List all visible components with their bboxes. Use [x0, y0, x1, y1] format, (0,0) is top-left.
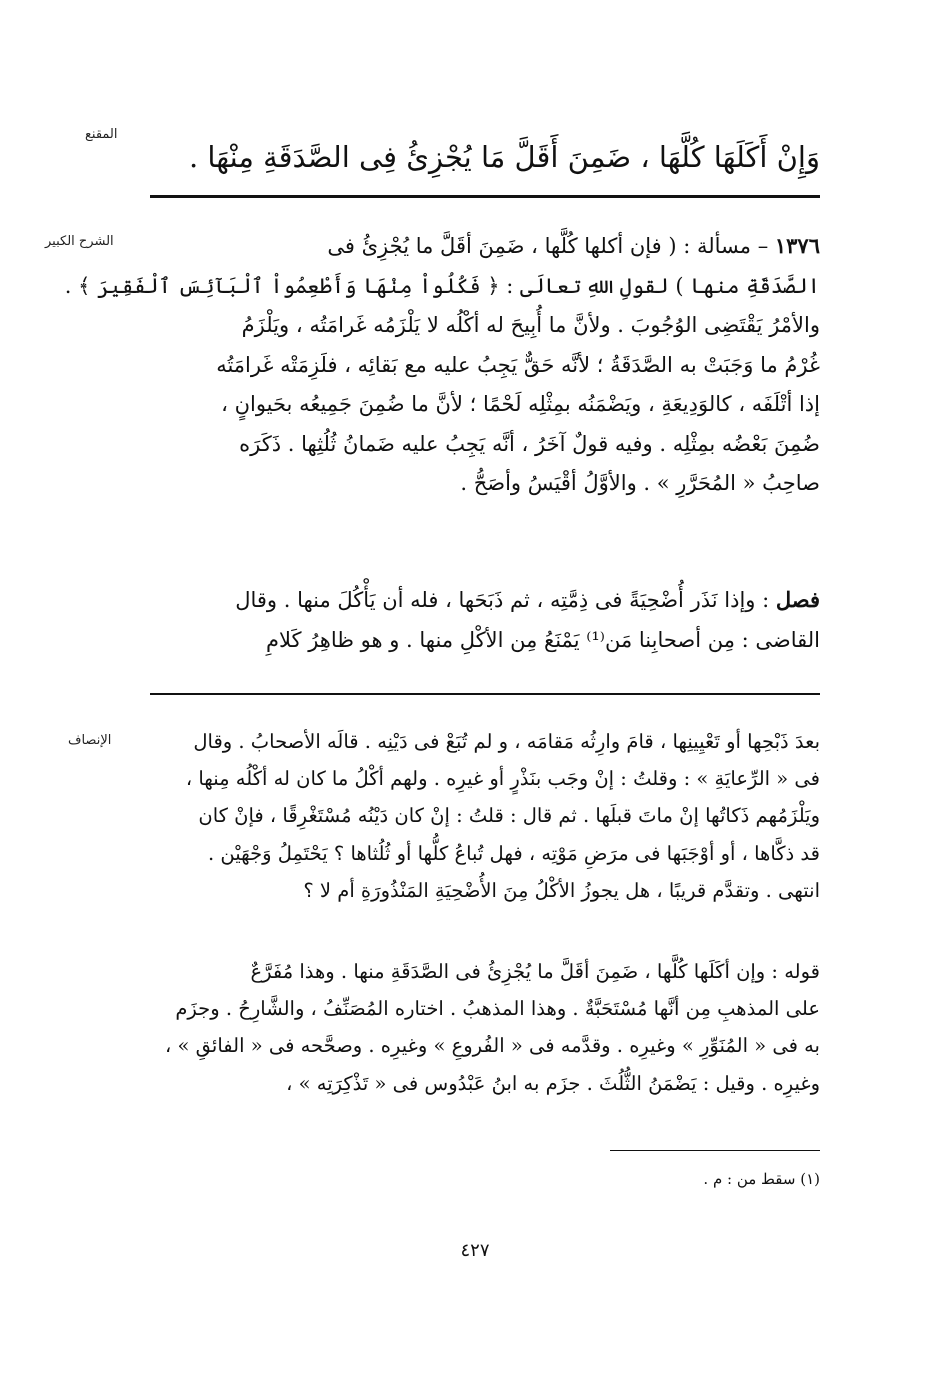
- muqni-text: [150, 135, 820, 179]
- sharh-first-line: [150, 226, 820, 267]
- insaf-line: فى « الرِّعايَةِ » : وقلتُ : إنْ وجَب بنَذْرٍ أو غيرِه . ولهم أكْلُ ما كان له أكْلُه مِنها ،: [185, 767, 820, 791]
- insaf-line: بعدَ ذَبْحِها أو تَعْيِينِها ، قامَ وارِثُه مَقامَه ، و لم تُبَعْ فى دَيْنِه . قالَه الأصحابُ . وقال: [193, 730, 820, 753]
- page-number: ٤٢٧: [460, 1240, 490, 1261]
- insaf-para-2: [150, 953, 820, 1102]
- sharh-line: صاحِبُ « المُحَرَّرِ » . والأوَّلُ أقْيَسُ وأصَحُّ .: [460, 471, 820, 495]
- footnote: [150, 1168, 820, 1190]
- insaf-para-1: [150, 723, 820, 909]
- fasl-heading: فصل: [775, 587, 820, 612]
- footnote-divider: [610, 1150, 820, 1151]
- issue-number: ١٣٧٦: [774, 233, 820, 258]
- sharh-first-line-text: – مسألة : ( فإن أكلها كُلَّها ، ضَمِنَ أقَلَّ ما يُجْزِئُ فى: [327, 234, 775, 258]
- sharh-line: الصَّدَقَةِ منها ) لقولِ اللهِ تعالَى : ﴿ فَكُلُواْ مِنْهَا وَأَطْعِمُواْ ٱلْبَآئِسَ ٱلْفَقِيرَ ﴾ .: [64, 273, 820, 298]
- insaf-line: انتهى . وتقدَّم قريبًا ، هل يجوزُ الأكْلُ مِنَ الأُضْحِيَةِ المَنْذُورَةِ أم لا ؟: [303, 878, 820, 902]
- sharh-line: ضُمِنَ بَعْضُه بمِثْلِه . وفيه قولٌ آخَرُ ، أنَّه يَجِبُ عليه ضَمانُ ثُلُثِها . ذَكَرَه: [239, 431, 820, 456]
- label-muqni: المقنع: [85, 127, 118, 142]
- insaf-line: ويَلْزَمُهم ذَكاتُها إنْ ماتَ قبلَها . ثم قال : قلتُ : إنْ كان دَيْنُه مُسْتَغْرِقًا ، فإنْ كان: [198, 804, 820, 828]
- insaf-line: قد ذكَّاها ، أو أوْجَبَها فى مرَضِ مَوْتِه ، فهل تُباعُ كلُّها أو ثُلُثاها ؟ يَحْتَمِلُ وَجْهَيْن .: [207, 841, 820, 865]
- sharh-line: غُرْمُ ما وَجَبَتْ به الصَّدَقَةُ ؛ لأنَّه حَقٌّ يَجِبُ عليه مع بَقائِه ، فلَزِمَتْه غَرامَتُه: [216, 352, 820, 377]
- top-divider: [150, 195, 820, 198]
- sharh-line: والأمْرُ يَقْتَضِى الوُجُوبَ . ولأنَّ ما أُبِيحَ له أكْلُه لا يَلْزَمُه غَرامَتُه ، ويَلْزَمُ: [241, 313, 820, 337]
- fasl-text: [150, 580, 820, 660]
- label-sharh: الشرح الكبير: [45, 234, 114, 249]
- fasl-line: القاضى : مِن أصحابِنا مَن⁽¹⁾ يَمْنَعُ مِن الأكْلِ منها . و هو ظاهِرُ كَلامِ: [265, 627, 820, 652]
- insaf-line: على المذهبِ مِن أنَّها مُسْتَحَبَّةٌ . وهذا المذهبُ . اختاره المُصَنِّفُ ، والشَّارِحُ . وجزَم: [175, 997, 820, 1021]
- insaf-line: وغيرِه . وقيل : يَضْمَنُ الثُّلُثَ . جزَم به ابنُ عَبْدُوس فى « تَذْكِرَتِه » ،: [286, 1071, 820, 1095]
- sharh-line: إذا أتْلَفَه ، كالوَدِيعَةِ ، ويَضْمَنُه بمِثْلِه لَحْمًا ؛ لأنَّ ما ضُمِنَ جَمِيعُه بحَيوانٍ ،: [221, 392, 820, 416]
- footnote-line: (١) سقط من : م .: [703, 1170, 820, 1188]
- middle-divider: [150, 693, 820, 695]
- label-insaf: الإنصاف: [68, 733, 112, 748]
- insaf-line: به فى « المُنَوِّرِ » وغيرِه . وقدَّمه فى « الفُروعِ » وغيرِه . وصحَّحه فى « الفائقِ » ،: [165, 1034, 820, 1058]
- insaf-line: قوله : وإن أكَلَها كُلَّها ، ضَمِنَ أقَلَّ ما يُجْزِئُ فى الصَّدَقَةِ منها . وهذا مُفَرَّعٌ: [250, 960, 820, 983]
- fasl-first-line-text: : وإذا نَذَر أُضْحِيَةً فى ذِمَّتِه ، ثم ذَبَحَها ، فله أن يَأْكُلَ منها . وقال: [235, 588, 776, 612]
- muqni-line: وَإِنْ أَكَلَهَا كُلَّهَا ، ضَمِنَ أَقَلَّ مَا يُجْزِئُ فِى الصَّدَقَةِ مِنْهَا .: [188, 140, 820, 174]
- fasl-first-line: [150, 580, 820, 621]
